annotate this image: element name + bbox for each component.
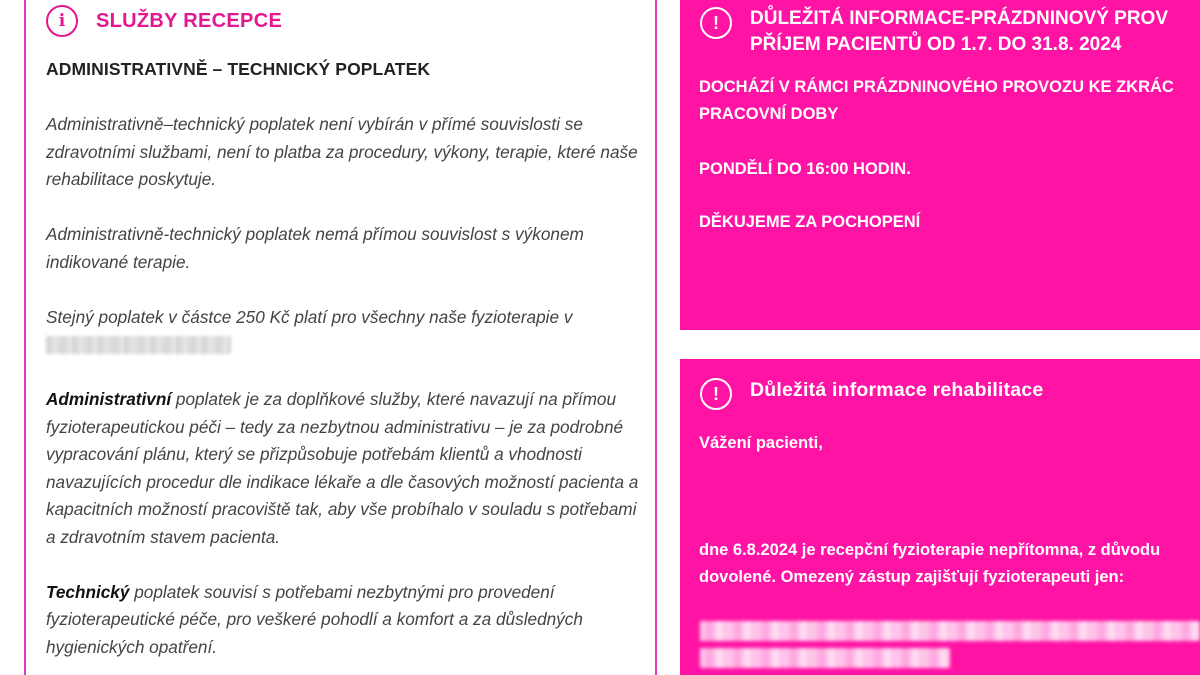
technical-term: Technický xyxy=(46,581,130,602)
holiday-info-line-3: PONDĚLÍ DO 16:00 HODIN. xyxy=(699,160,911,178)
holiday-info-title-line-1: DŮLEŽITÁ INFORMACE-PRÁZDNINOVÝ PROV xyxy=(750,8,1168,29)
reception-services-panel xyxy=(24,0,657,675)
fee-paragraph-5-text: poplatek souvisí s potřebami nezbytnými pro provedení fyzioterapeutické péče, pro veškeré pohodlí a komfort a za důsledných hygienických opatření. xyxy=(46,581,583,657)
fee-paragraph-3-text: Stejný poplatek v částce 250 Kč platí pro všechny naše fyzioterapie v xyxy=(46,306,573,327)
fee-description xyxy=(46,111,646,675)
panel-header xyxy=(46,5,282,37)
holiday-info-line-4: DĚKUJEME ZA POCHOPENÍ xyxy=(699,213,921,231)
administrative-term: Administrativní xyxy=(46,389,172,409)
fee-heading: ADMINISTRATIVNĚ – TECHNICKÝ POPLATEK xyxy=(46,59,431,79)
redacted-text xyxy=(700,621,1200,641)
redacted-text xyxy=(700,648,950,668)
holiday-info-title xyxy=(750,6,1168,58)
exclamation-circle-icon: ! xyxy=(700,7,732,39)
info-icon: i xyxy=(46,5,78,37)
rehab-info-title: Důležitá informace rehabilitace xyxy=(750,379,1044,401)
rehab-info-greeting: Vážení pacienti, xyxy=(699,434,823,452)
rehab-info-panel xyxy=(680,359,1200,675)
holiday-info-title-line-2: PŘÍJEM PACIENTŮ OD 1.7. DO 31.8. 2024 xyxy=(750,34,1122,55)
fee-paragraph-4-text: poplatek je za doplňkové služby, které navazují na přímou fyzioterapeutickou péči – tedy za nezbytnou administrativu – je za podrobné vypracování plánu, který se přizpůsobuje potřebám klientů a vhodnosti navazujících procedur dle indikace lékaře a dle časových možností pacienta a kapacitních možností pracoviště tak, aby vše probíhalo v souladu s potřebami a zdravotním stavem pacienta. xyxy=(46,389,639,547)
fee-paragraph-1: Administrativně–technický poplatek není vybírán v přímé souvislosti se zdravotními službami, není to platba za procedury, výkony, terapie, které naše rehabilitace poskytuje. xyxy=(46,114,638,189)
fee-paragraph-5 xyxy=(46,579,646,662)
fee-paragraph-3 xyxy=(46,304,646,359)
rehab-info-line-2: dovolené. Omezený zástup zajišťují fyzioterapeuti jen: xyxy=(699,568,1125,586)
exclamation-circle-icon: ! xyxy=(700,378,732,410)
holiday-info-line-1: DOCHÁZÍ V RÁMCI PRÁZDNINOVÉHO PROVOZU KE ZKRÁC xyxy=(699,78,1174,96)
panel-title: SLUŽBY RECEPCE xyxy=(96,9,283,32)
holiday-info-line-2: PRACOVNÍ DOBY xyxy=(699,105,839,123)
fee-paragraph-2: Administrativně-technický poplatek nemá přímou souvislost s výkonem indikované terapie. xyxy=(46,224,584,272)
rehab-info-line-1: dne 6.8.2024 je recepční fyzioterapie nepřítomna, z důvodu xyxy=(699,541,1161,559)
holiday-info-panel xyxy=(680,0,1200,330)
redacted-text xyxy=(46,336,231,354)
fee-paragraph-4 xyxy=(46,386,646,551)
